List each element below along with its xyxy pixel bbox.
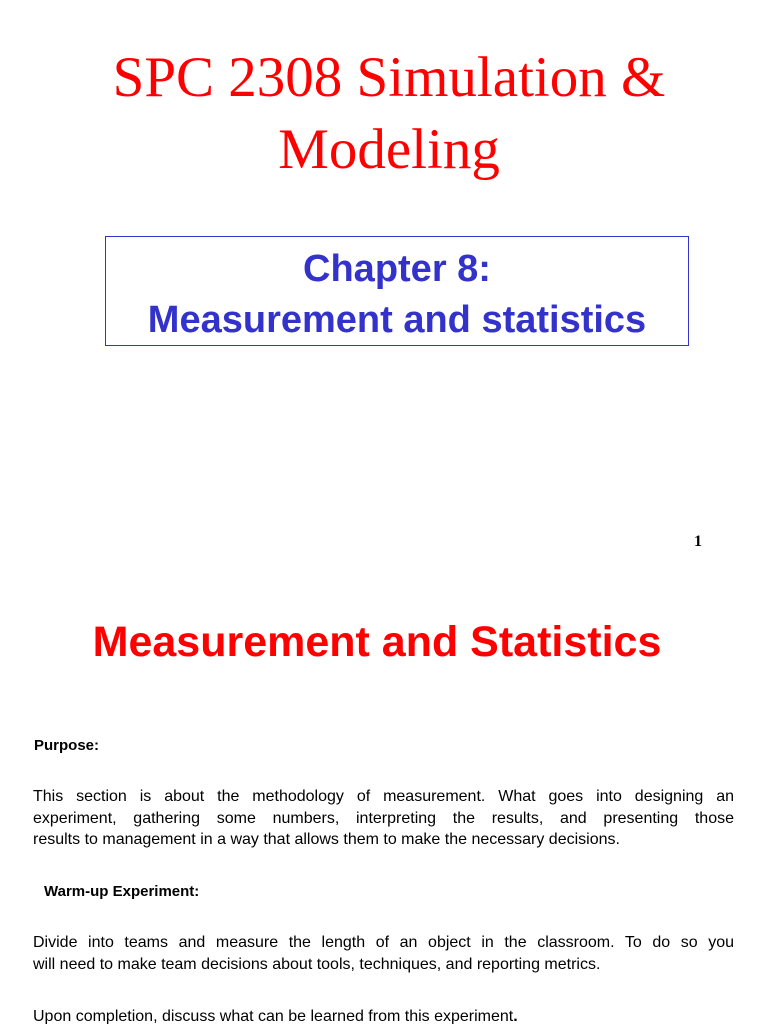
- chapter-box: [105, 236, 689, 346]
- course-title: [0, 42, 768, 186]
- completion-line: [33, 1006, 734, 1024]
- chapter-title: Measurement and statistics: [147, 299, 647, 341]
- course-title-line-1: SPC 2308 Simulation &: [112, 46, 666, 109]
- course-title-line-2: Modeling: [278, 118, 500, 181]
- warmup-line-1: Divide into teams and measure the length of an object in the classroom. To do so you: [33, 934, 734, 951]
- completion-punctuation: .: [513, 1008, 518, 1024]
- purpose-heading: Purpose:: [34, 737, 100, 754]
- chapter-number: Chapter 8:: [303, 248, 491, 290]
- warmup-heading: Warm-up Experiment:: [44, 883, 200, 900]
- warmup-line-2: will need to make team decisions about tools, techniques, and reporting metrics.: [33, 955, 601, 973]
- section-title: Measurement and Statistics: [92, 618, 662, 666]
- purpose-paragraph: [33, 786, 734, 851]
- purpose-line-2: experiment, gathering some numbers, interpreting the results, and presenting those: [33, 809, 734, 827]
- completion-paragraph: [33, 1006, 734, 1024]
- warmup-paragraph: [33, 932, 734, 975]
- purpose-line-3: results to management in a way that allows them to make the necessary decisions.: [33, 831, 620, 848]
- completion-text: Upon completion, discuss what can be learned from this experiment: [33, 1008, 514, 1024]
- purpose-line-1: This section is about the methodology of measurement. What goes into designing an: [33, 788, 734, 805]
- page-number: 1: [694, 533, 702, 550]
